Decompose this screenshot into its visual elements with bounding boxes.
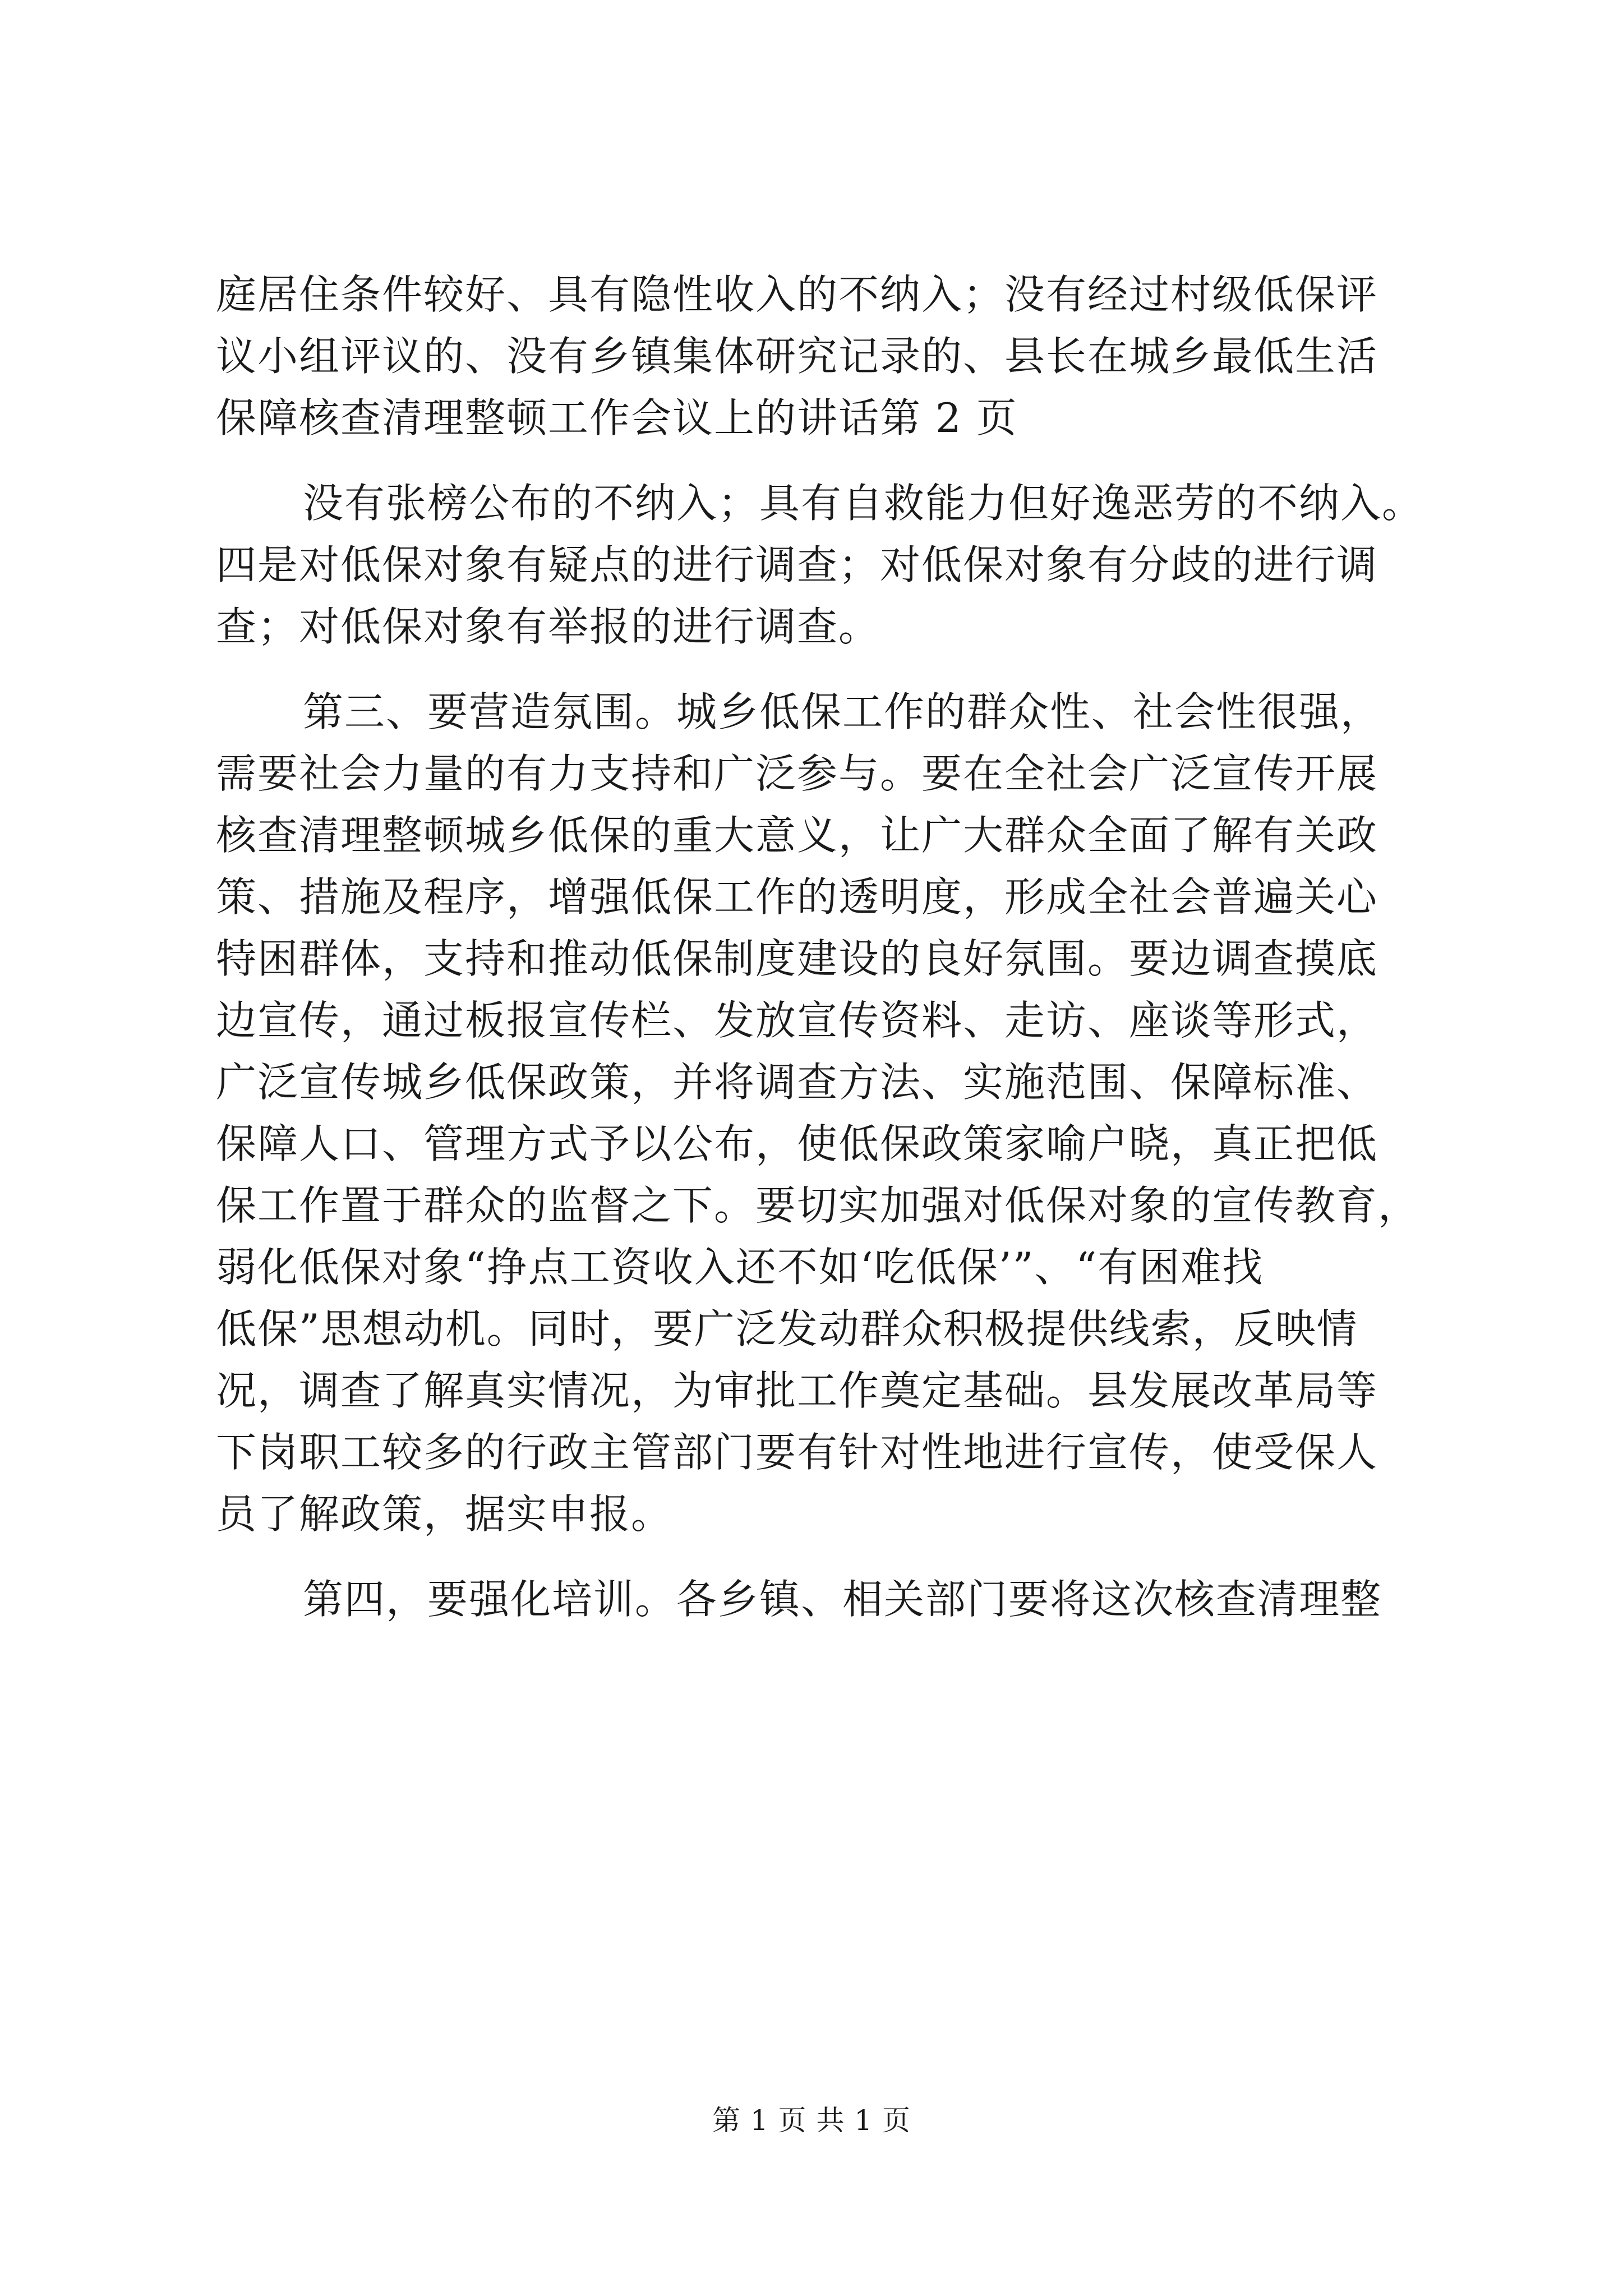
text-line: 需要社会力量的有力支持和广泛参与。要在全社会广泛宣传开展	[216, 750, 1378, 797]
text-line: 员了解政策，据实申报。	[216, 1490, 673, 1538]
page-footer: 第 1 页 共 1 页	[712, 2104, 911, 2137]
text-line: 查；对低保对象有举报的进行调查。	[216, 603, 880, 650]
text-line: 边宣传，通过板报宣传栏、发放宣传资料、走访、座谈等形式，	[216, 997, 1378, 1044]
text-line: 低保”思想动机。同时，要广泛发动群众积极提供线索，反映情	[216, 1305, 1358, 1352]
text-line: 没有张榜公布的不纳入；具有自救能力但好逸恶劳的不纳入。	[303, 480, 1424, 527]
text-line: 广泛宣传城乡低保政策，并将调查方法、实施范围、保障标准、	[216, 1059, 1378, 1106]
text-line: 第四，要强化培训。各乡镇、相关部门要将这次核查清理整	[303, 1576, 1382, 1623]
paragraph	[216, 1568, 1416, 1630]
text-line: 保工作置于群众的监督之下。要切实加强对低保对象的宣传教育，	[216, 1182, 1420, 1229]
paragraph	[216, 681, 1420, 1545]
text-line: 第三、要营造氛围。城乡低保工作的群众性、社会性很强，	[303, 688, 1382, 735]
paragraph	[216, 264, 1416, 449]
paragraph	[216, 472, 1424, 657]
text-line: 四是对低保对象有疑点的进行调查；对低保对象有分歧的进行调	[216, 541, 1378, 588]
text-line: 议小组评议的、没有乡镇集体研究记录的、县长在城乡最低生活	[216, 333, 1378, 380]
text-line: 策、措施及程序，增强低保工作的透明度，形成全社会普遍关心	[216, 873, 1378, 921]
text-line: 核查清理整顿城乡低保的重大意义，让广大群众全面了解有关政	[216, 812, 1378, 859]
document-body	[216, 264, 1424, 1630]
text-line: 庭居住条件较好、具有隐性收入的不纳入；没有经过村级低保评	[216, 271, 1378, 318]
text-line: 保障人口、管理方式予以公布，使低保政策家喻户晓，真正把低	[216, 1120, 1378, 1167]
text-line: 下岗职工较多的行政主管部门要有针对性地进行宣传，使受保人	[216, 1429, 1378, 1476]
text-line: 况，调查了解真实情况，为审批工作奠定基础。县发展改革局等	[216, 1367, 1378, 1414]
text-line: 弱化低保对象“挣点工资收入还不如‘吃低保’”、“有困难找	[216, 1244, 1264, 1291]
text-line: 特困群体，支持和推动低保制度建设的良好氛围。要边调查摸底	[216, 935, 1378, 982]
text-line: 保障核查清理整顿工作会议上的讲话第 2 页	[216, 394, 1018, 441]
